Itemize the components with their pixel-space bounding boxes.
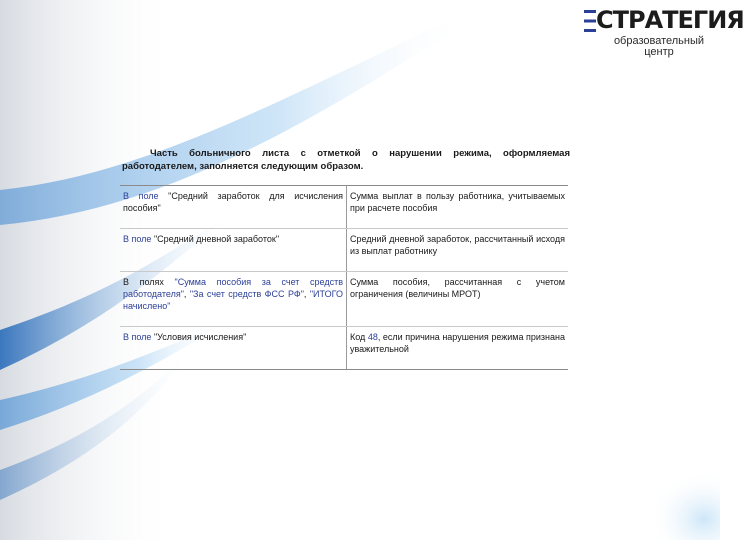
logo-title: СТРАТЕГИЯ	[596, 6, 744, 34]
field-name-2: "За счет средств ФСС РФ"	[189, 289, 304, 299]
field-cell	[120, 229, 347, 272]
field-name: "Средний дневной заработок"	[153, 234, 280, 244]
description-suffix: , если причина нарушения режима признана уважительной	[350, 332, 565, 354]
logo-subtitle	[600, 36, 718, 58]
field-name-3: "ИТОГО начислено"	[123, 289, 343, 311]
instructions-table	[120, 185, 568, 370]
description-cell: Средний дневной заработок, рассчитанный исходя из выплат работнику	[347, 229, 569, 272]
field-prefix: В полях	[123, 277, 175, 287]
field-cell	[120, 327, 347, 370]
intro-line1: Часть больничного листа с отметкой о нарушении режима, оформляемая работодателем,	[122, 148, 570, 172]
table-row	[120, 327, 568, 370]
logo	[582, 6, 744, 58]
description-prefix: Код	[350, 332, 368, 342]
field-prefix: В поле	[123, 191, 169, 201]
field-prefix: В поле	[123, 332, 154, 342]
intro-paragraph	[122, 147, 570, 173]
field-cell	[120, 186, 347, 229]
table-row	[120, 272, 568, 327]
description-cell: Сумма пособия, рассчитанная с учетом ограничения (величины МРОТ)	[347, 272, 569, 327]
logo-mark-icon	[582, 8, 596, 34]
description-code: 48	[367, 332, 378, 342]
field-cell	[120, 272, 347, 327]
separator: ,	[303, 289, 310, 299]
description-cell	[347, 327, 569, 370]
table-row	[120, 186, 568, 229]
field-prefix: В поле	[123, 234, 154, 244]
separator: ,	[183, 289, 190, 299]
description-cell: Сумма выплат в пользу работника, учитываемых при расчете пособия	[347, 186, 569, 229]
field-name: "Условия исчисления"	[153, 332, 247, 342]
intro-line2: заполняется следующим образом.	[199, 161, 364, 172]
logo-subtitle-line2: центр	[644, 46, 674, 58]
field-name-1: "Сумма пособия за счет средств работодателя"	[123, 277, 343, 299]
field-name: "Средний заработок для исчисления пособия"	[123, 191, 343, 213]
table-row	[120, 229, 568, 272]
logo-subtitle-line1: образовательный	[613, 35, 705, 47]
